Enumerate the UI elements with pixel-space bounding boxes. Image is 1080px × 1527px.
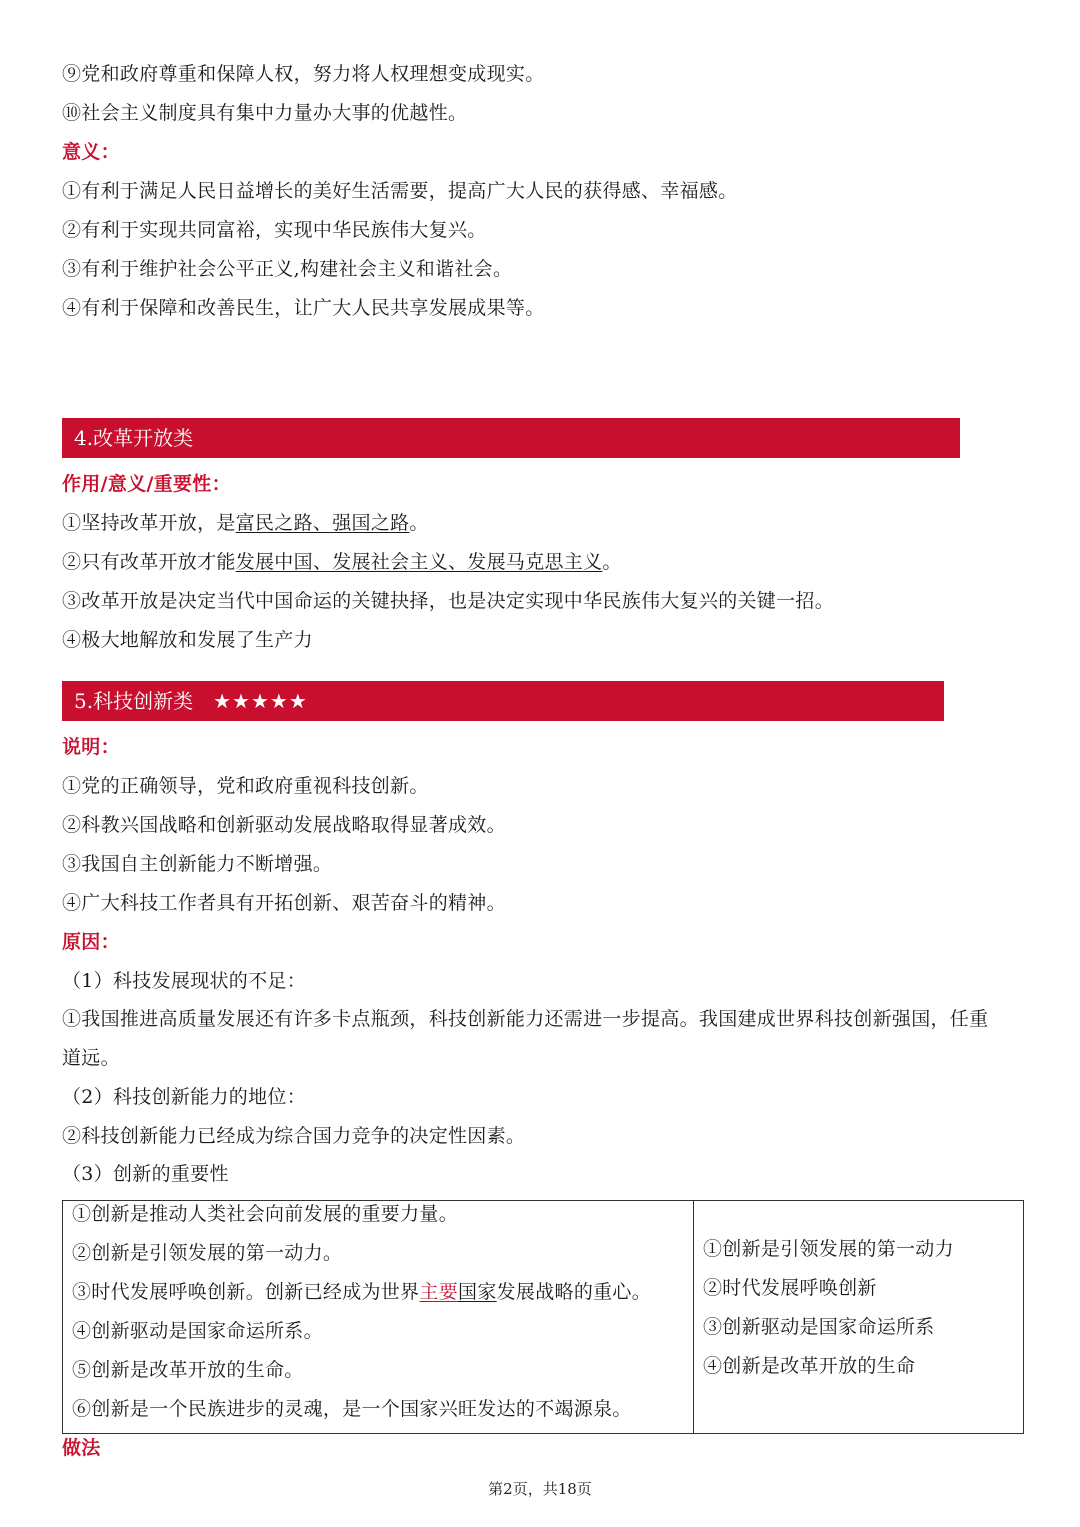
table-divider <box>693 1201 694 1433</box>
importance-table <box>62 1200 1024 1434</box>
section-4-label: 作用/意义/重要性： <box>62 473 231 495</box>
reason-sub-2: （2）科技创新能力的地位： <box>62 1086 306 1108</box>
section-4-title: 4.改革开放类 <box>74 426 194 450</box>
table-right-item: ①创新是引领发展的第一动力 <box>703 1238 954 1260</box>
table-left-item: ⑤创新是改革开放的生命。 <box>72 1359 304 1381</box>
item-9: ⑨党和政府尊重和保障人权，努力将人权理想变成现实。 <box>62 63 545 85</box>
explain-item: ①党的正确领导，党和政府重视科技创新。 <box>62 775 429 797</box>
page-footer: 第2页，共18页 <box>488 1480 592 1498</box>
section-4-header <box>62 418 960 458</box>
section-5-title: 5.科技创新类 <box>74 689 194 713</box>
text: 。 <box>602 551 622 573</box>
text: 。 <box>409 512 429 534</box>
reason-sub-1-item: ①我国推进高质量发展还有许多卡点瓶颈，科技创新能力还需进一步提高。我国建成世界科技创新强国，任重 <box>62 1008 989 1030</box>
meaning-item: ②有利于实现共同富裕，实现中华民族伟大复兴。 <box>62 219 487 241</box>
reason-label: 原因： <box>62 931 120 953</box>
explain-item: ③我国自主创新能力不断增强。 <box>62 853 333 875</box>
underlined-text: 发展中国、发展社会主义、发展马克思主义 <box>235 551 603 573</box>
text: 发展战略的重心。 <box>496 1281 652 1303</box>
reason-sub-1-item-cont: 道远。 <box>62 1047 120 1069</box>
table-left-item: ④创新驱动是国家命运所系。 <box>72 1320 323 1342</box>
table-right-item: ②时代发展呼唤创新 <box>703 1277 877 1299</box>
reason-sub-3: （3）创新的重要性 <box>62 1163 229 1185</box>
highlighted-text: 主要 <box>419 1281 459 1303</box>
table-right-item: ③创新驱动是国家命运所系 <box>703 1316 935 1338</box>
explain-item: ②科教兴国战略和创新驱动发展战略取得显著成效。 <box>62 814 506 836</box>
underlined-text: 国家 <box>458 1281 497 1303</box>
meaning-label: 意义： <box>62 141 120 163</box>
section-5-header <box>62 681 944 721</box>
table-left-item: ①创新是推动人类社会向前发展的重要力量。 <box>72 1203 459 1225</box>
section-4-item-4: ④极大地解放和发展了生产力 <box>62 629 313 651</box>
section-4-item-2 <box>62 549 622 575</box>
meaning-item: ①有利于满足人民日益增长的美好生活需要，提高广大人民的获得感、幸福感。 <box>62 180 738 202</box>
item-10: ⑩社会主义制度具有集中力量办大事的优越性。 <box>62 102 468 124</box>
table-right-item: ④创新是改革开放的生命 <box>703 1355 916 1377</box>
meaning-item: ③有利于维护社会公平正义,构建社会主义和谐社会。 <box>62 258 513 280</box>
text: ③时代发展呼唤创新。创新已经成为世界 <box>72 1281 420 1303</box>
method-label: 做法 <box>62 1437 101 1459</box>
underlined-text: 富民之路、强国之路 <box>235 512 410 534</box>
reason-sub-2-item: ②科技创新能力已经成为综合国力竞争的决定性因素。 <box>62 1125 526 1147</box>
meaning-item: ④有利于保障和改善民生，让广大人民共享发展成果等。 <box>62 297 545 319</box>
section-4-item-3: ③改革开放是决定当代中国命运的关键抉择，也是决定实现中华民族伟大复兴的关键一招。 <box>62 590 835 612</box>
text: ①坚持改革开放，是 <box>62 512 236 534</box>
star-rating-icon: ★★★★★ <box>213 689 308 713</box>
table-left-item: ②创新是引领发展的第一动力。 <box>72 1242 343 1264</box>
section-4-item-1 <box>62 510 429 536</box>
reason-sub-1: （1）科技发展现状的不足： <box>62 970 306 992</box>
text: ②只有改革开放才能 <box>62 551 236 573</box>
table-left-item: ⑥创新是一个民族进步的灵魂，是一个国家兴旺发达的不竭源泉。 <box>72 1398 632 1420</box>
explain-item: ④广大科技工作者具有开拓创新、艰苦奋斗的精神。 <box>62 892 506 914</box>
explain-label: 说明： <box>62 736 120 758</box>
table-left-item <box>72 1279 651 1305</box>
